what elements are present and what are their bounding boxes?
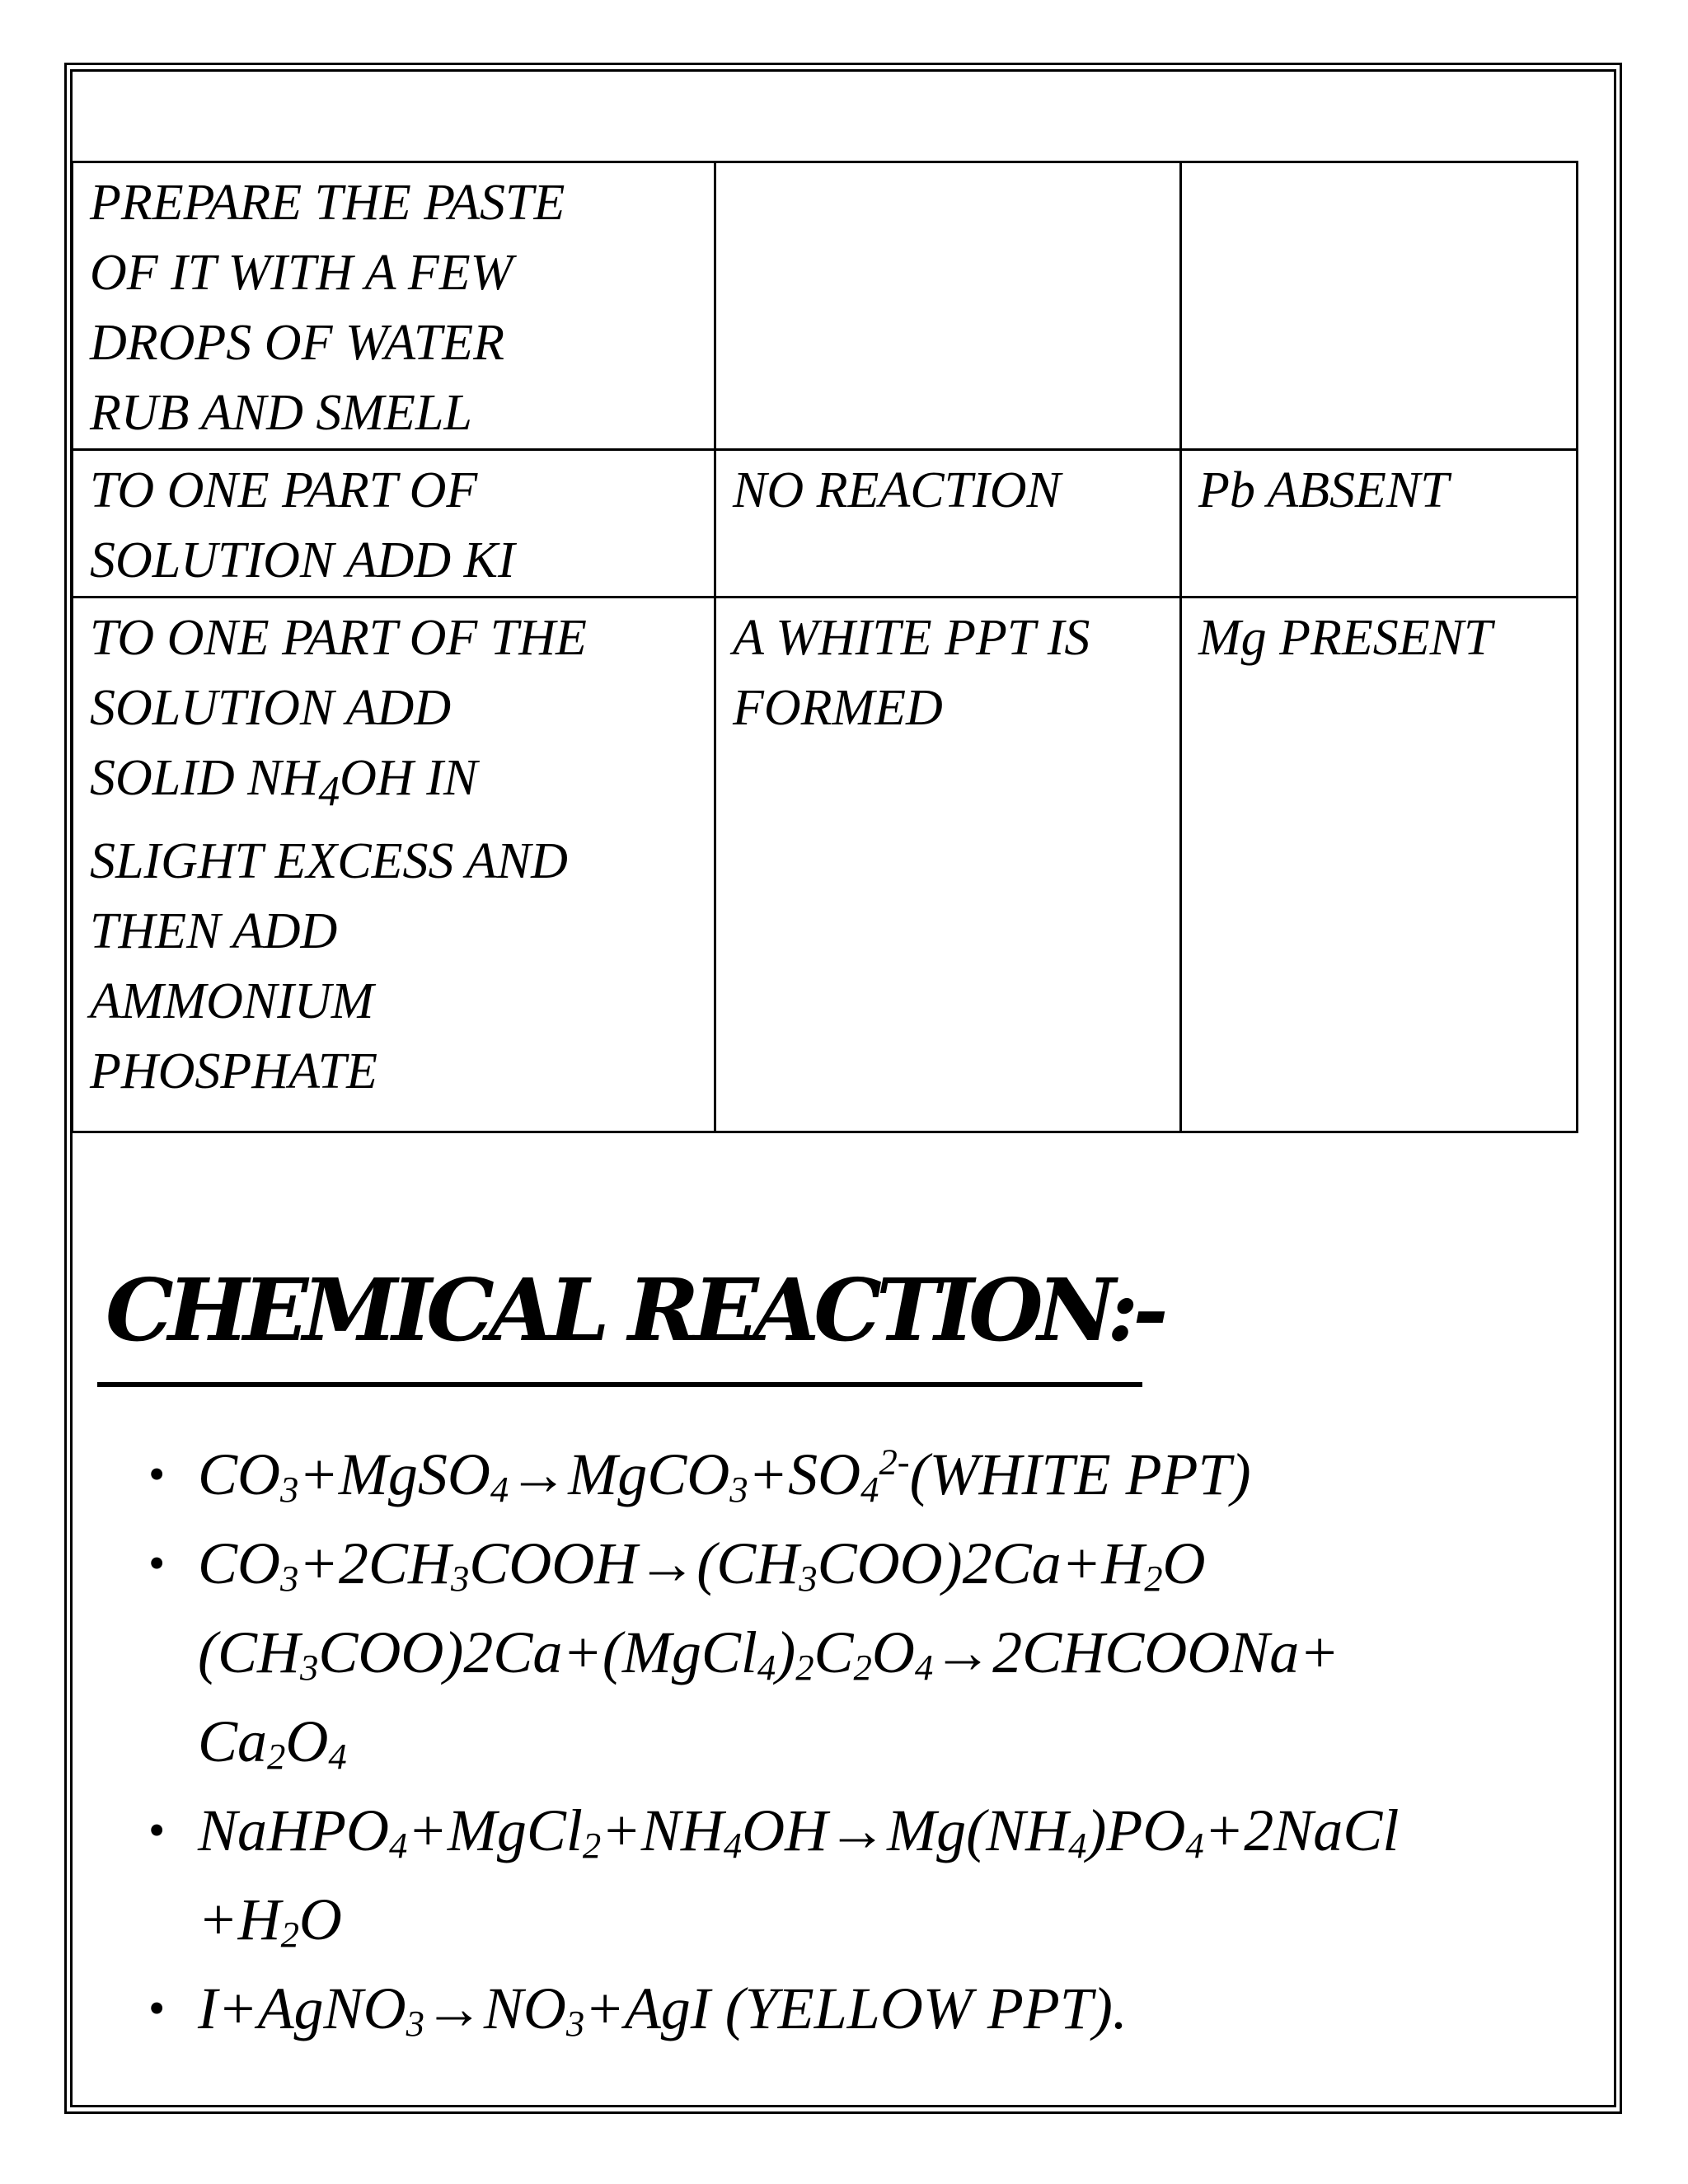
table-row [73,162,1578,450]
cell-text: THEN ADD [90,903,338,960]
reaction-equation: $+H_2O$ [198,1886,342,1955]
reaction-list [148,1430,1566,2053]
cell-text: SOLID $NH_4OH$ IN [90,750,478,816]
cell-text: TO ONE PART OF THE [90,610,587,666]
cell-text: A WHITE PPT IS [733,610,1090,666]
observation-cell [715,162,1181,450]
reaction-item [148,1430,1566,1519]
reaction-equation: $Ca_2O_4$ [198,1708,347,1777]
inference-cell [1181,598,1578,1132]
bullet-icon: • [148,1981,166,2035]
experiment-table-body [73,162,1578,1132]
section-heading: CHEMICAL REACTION:- [106,1259,1163,1361]
cell-text: RUB AND SMELL [90,385,472,441]
cell-text: Pb ABSENT [1198,462,1449,518]
cell-text: PHOSPHATE [90,1043,377,1100]
cell-text: SLIGHT EXCESS AND [90,833,568,890]
inference-cell [1181,162,1578,450]
experiment-cell [73,162,715,450]
cell-text: DROPS OF WATER [90,315,505,371]
bullet-icon: • [148,1447,166,1501]
experiment-cell [73,450,715,598]
table-row [73,450,1578,598]
reaction-equation: $CO_3+MgSO_4\to MgCO_3+SO_4^{2-}(WHITE$ PPT) [198,1441,1251,1510]
cell-text: SOLUTION ADD KI [90,532,515,588]
cell-text: FORMED [733,680,943,736]
cell-text: TO ONE PART OF [90,462,478,518]
reaction-equation: $I+AgNO_3\to NO_3+AgI$ (YELLOW PPT). [198,1975,1128,2044]
heading-underline [97,1382,1142,1387]
observation-cell [715,450,1181,598]
experiment-table [71,161,1578,1133]
cell-text: PREPARE THE PASTE [90,175,565,231]
observation-cell [715,598,1181,1132]
reaction-equation: $(CH_3COO)2Ca+(MgCl_4)_2C_2O_4\to 2CHCOONa+$ [198,1619,1339,1688]
inference-cell [1181,450,1578,598]
cell-text: Mg PRESENT [1198,610,1493,666]
reaction-equation: $NaHPO_4+MgCl_2+NH_4OH\to Mg(NH_4)PO_4+2NaCl$ [198,1797,1400,1866]
experiment-cell [73,598,715,1132]
table-row [73,598,1578,1132]
reaction-equation: $CO_3+2CH_3COOH\to(CH_3COO)2Ca+H_2O$ [198,1530,1206,1599]
bullet-icon: • [148,1803,166,1857]
reaction-item [148,1519,1566,1786]
bullet-icon: • [148,1536,166,1590]
cell-text: AMMONIUM [90,973,374,1030]
reaction-item [148,1786,1566,1964]
cell-text: SOLUTION ADD [90,680,452,736]
reaction-item [148,1964,1566,2053]
cell-text: OF IT WITH A FEW [90,245,513,301]
cell-text: NO REACTION [733,462,1061,518]
